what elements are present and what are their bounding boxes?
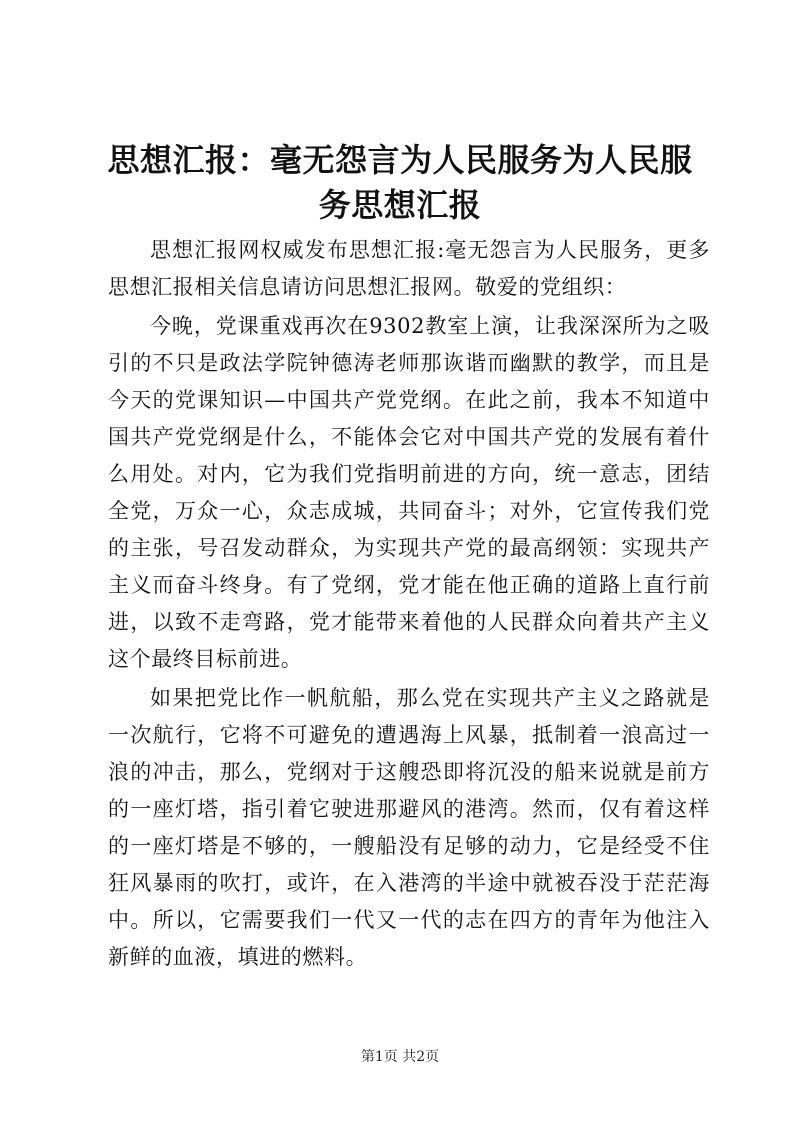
paragraph-ship-metaphor: 如果把党比作一帆航船，那么党在实现共产主义之路就是一次航行，它将不可避免的遭遇海上风暴，抵制着一浪高过一浪的冲击，那么，党纲对于这艘恐即将沉没的船来说就是前方的一座灯塔，指引着它驶进那避风的港湾。然而，仅有着这样的一座灯塔是不够的，一艘船没有足够的动力，它是经受不住狂风暴雨的吹打，或许，在入港湾的半途中就被吞没于茫茫海中。所以，它需要我们一代又一代的志在四方的青年为他注入新鲜的血液，填进的燃料。 [108, 686, 710, 969]
paragraph-party-platform: 今晚，党课重戏再次在9302教室上演，让我深深所为之吸引的不只是政法学院钟德涛老师那诙谐而幽默的教学，而且是今天的党课知识—中国共产党党纲。在此之前，我本不知道中国共产党党纲是什么，不能体会它对中国共产党的发展有着什么用处。对内，它为我们党指明前进的方向，统一意志，团结全党，万众一心，众志成城，共同奋斗；对外，它宣传我们党的主张，号召发动群众，为实现共产党的最高纲领：实现共产主义而奋斗终身。有了党纲，党才能在他正确的道路上直行前进，以致不走弯路，党才能带来着他的人民群众向着共产主义这个最终目标前进。 [108, 314, 710, 671]
document-title: 思想汇报：毫无怨言为人民服务为人民服务思想汇报 [107, 141, 693, 224]
page-number-footer: 第1页 共2页 [360, 1049, 440, 1065]
document-body [108, 232, 710, 976]
paragraph-intro: 思想汇报网权威发布思想汇报:毫无怨言为人民服务，更多思想汇报相关信息请访问思想汇报网。敬爱的党组织： [108, 238, 710, 299]
